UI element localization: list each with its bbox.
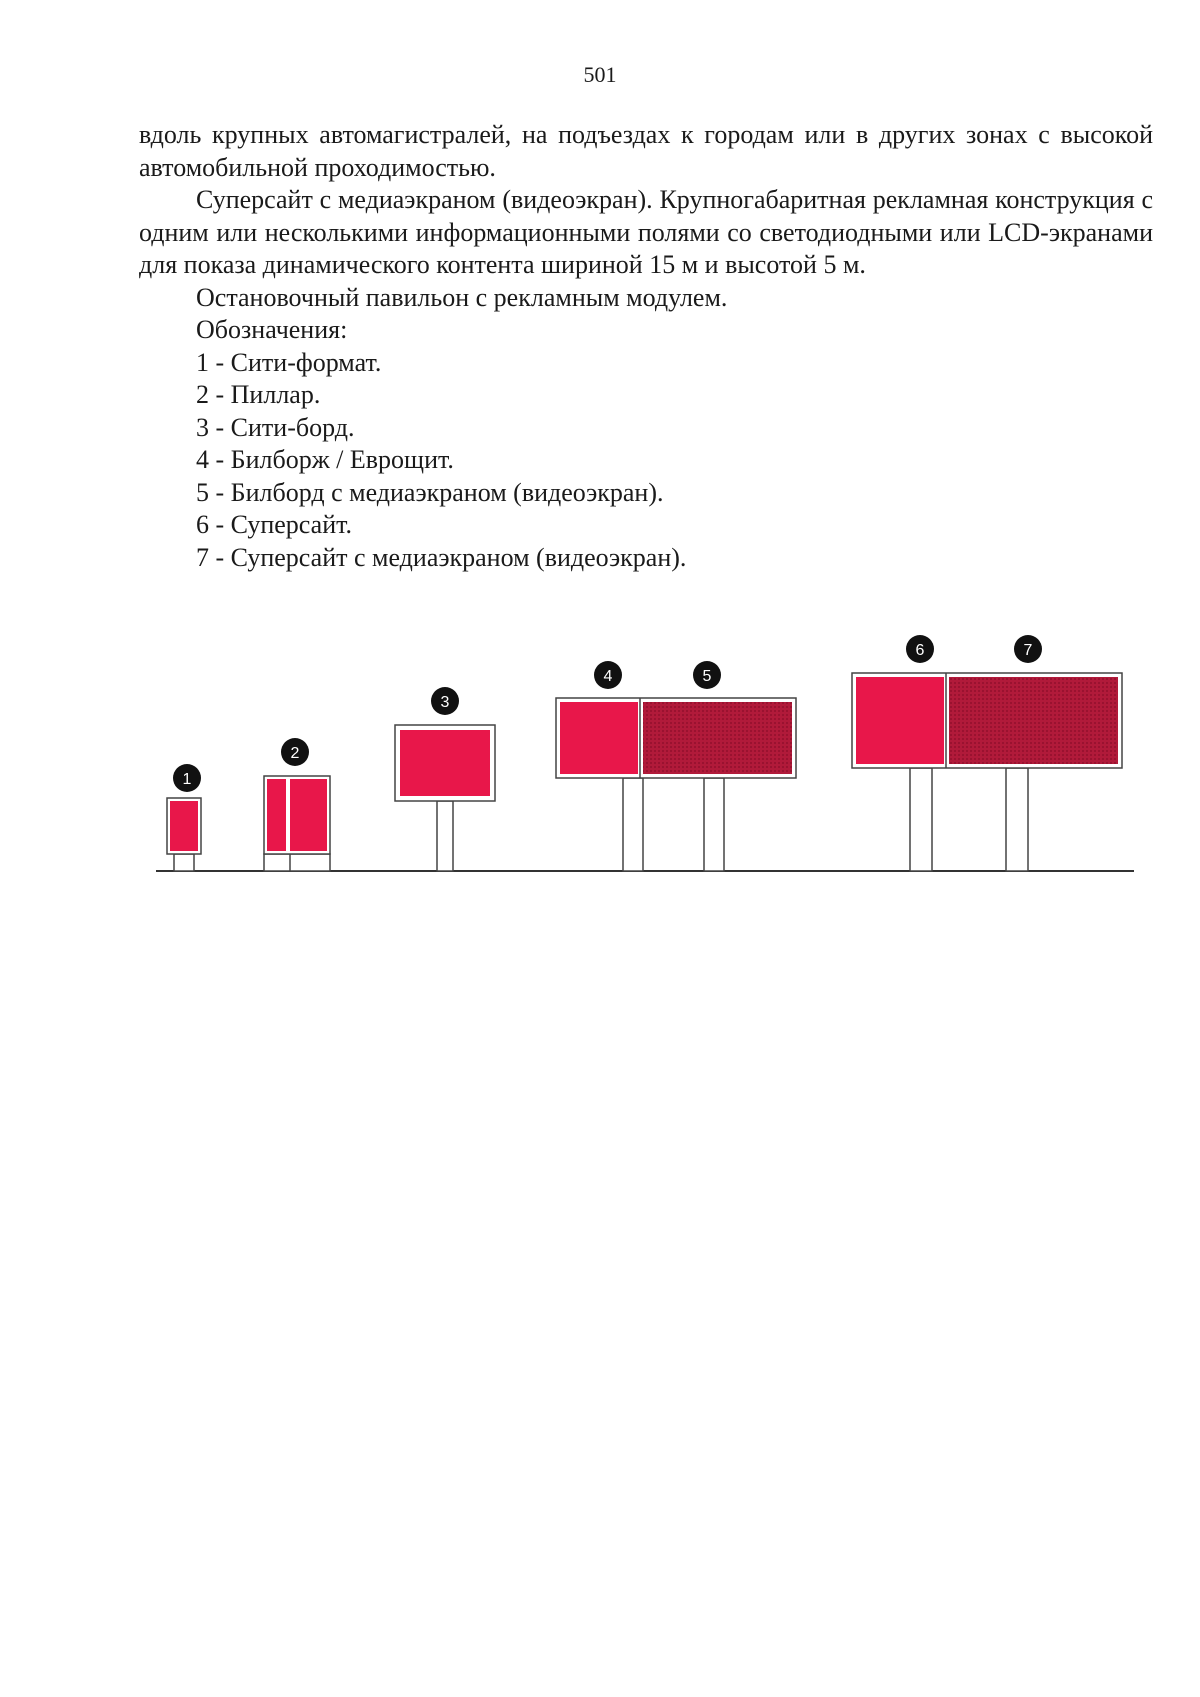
badge-6 [906,635,934,663]
badge-label: 2 [290,745,300,762]
billboard-illustration [150,618,1140,878]
pillar [264,776,330,871]
legend-item: 2 - Пиллар. [196,380,321,409]
panel-screen [290,779,327,851]
badge-2 [281,738,309,766]
body-text [139,119,1153,574]
legend-item: 6 - Суперсайт. [196,510,353,539]
badge-label: 7 [1023,642,1033,659]
pillar-base [264,854,330,871]
panel-screen [170,801,198,851]
city-format [167,798,201,871]
page-number: 501 [583,62,617,87]
badge-label: 6 [915,642,925,659]
legend-item: 4 - Билборж / Еврощит. [196,445,454,474]
legend-item: 7 - Суперсайт с медиаэкраном (видеоэкран). [196,542,687,572]
billboard-svg [150,618,1140,878]
badge-7 [1014,635,1042,663]
city-board [395,725,495,871]
panel-media-screen [949,677,1118,764]
badge-1 [173,764,201,792]
badge-3 [431,687,459,715]
panel-screen [267,779,286,851]
paragraph-pavilion: Остановочный павильон с рекламным модулем. [196,282,728,312]
post [437,801,453,871]
panel-media-screen [643,702,792,774]
post [910,768,932,871]
badge-label: 3 [440,694,450,711]
badge-label: 1 [182,771,192,788]
badge-label: 5 [702,668,712,685]
billboard-pair [556,698,796,871]
badge-4 [594,661,622,689]
post [704,778,724,871]
badge-label: 4 [603,668,613,685]
legend-item: 1 - Сити-формат. [196,347,382,377]
post [623,778,643,871]
legend-item: 5 - Билборд с медиаэкраном (видеоэкран). [196,477,664,507]
legend-item: 3 - Сити-борд. [196,412,355,442]
legend-title: Обозначения: [196,315,348,344]
panel-screen [400,730,490,796]
paragraph-continuation: вдоль крупных автомагистралей, на подъездах к городам или в других зонах с высокой автомобильной проходимостью. [139,120,1153,182]
paragraph-supersite-media: Суперсайт с медиаэкраном (видеоэкран). Крупногабаритная рекламная конструкция с одним или несколькими информационными полями со светодиодными или LCD-экранами для показа динамического контента шириной 15 м и высотой 5 м. [139,185,1153,279]
badge-5 [693,661,721,689]
post [1006,768,1028,871]
supersite-pair [852,673,1122,871]
panel-screen [560,702,638,774]
panel-screen [856,677,944,764]
post [174,854,194,871]
